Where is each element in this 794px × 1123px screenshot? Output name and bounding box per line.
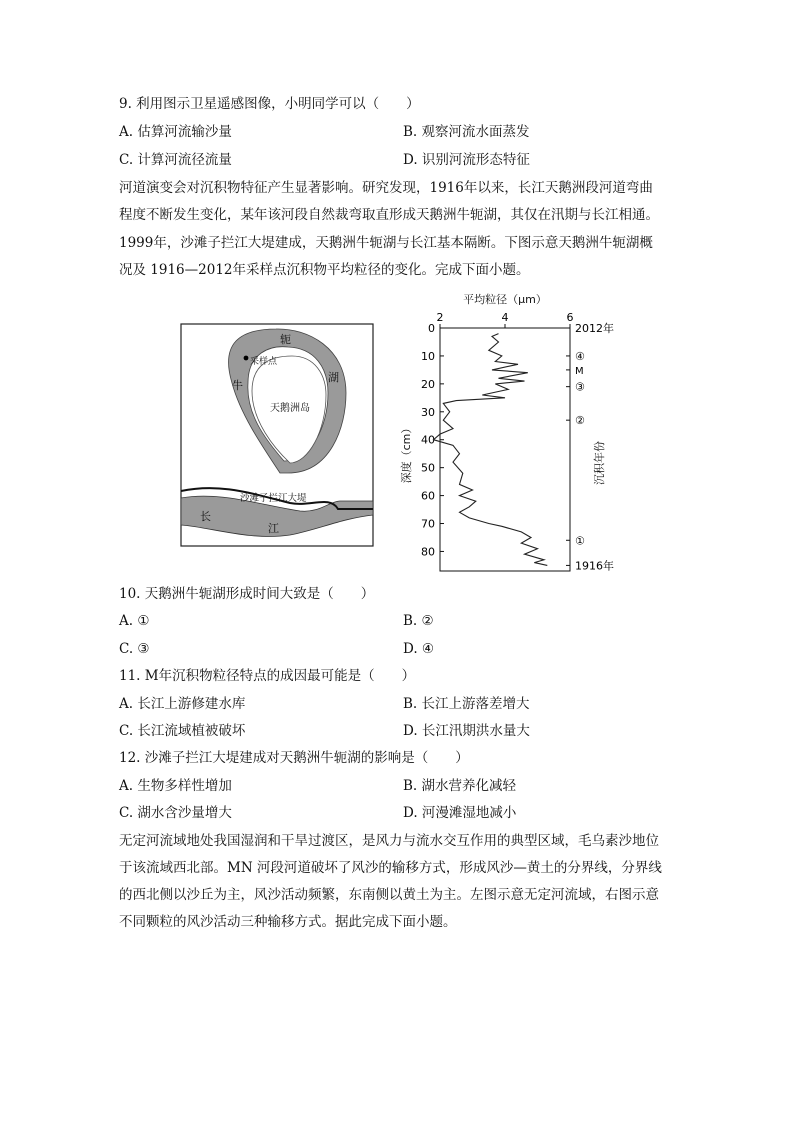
- year-marker-label: ④: [575, 349, 585, 363]
- q12-option-b[interactable]: B. 湖水营养化减轻: [403, 778, 517, 794]
- q12-option-a[interactable]: A. 生物多样性增加: [119, 778, 232, 794]
- q12-option-d[interactable]: D. 河漫滩湿地减小: [403, 805, 517, 821]
- year-marker-label: ①: [575, 534, 585, 548]
- chart-title: 平均粒径（μm）: [463, 293, 547, 306]
- q10-stem: 10. 天鹅洲牛轭湖形成时间大致是（ ）: [119, 586, 375, 602]
- chart-right-label: 沉积年份: [593, 441, 606, 485]
- map-label-niu: 牛: [232, 379, 243, 392]
- q12-stem: 12. 沙滩子拦江大堤建成对天鹅洲牛轭湖的影响是（ ）: [119, 750, 469, 766]
- sample-point-marker: [244, 356, 249, 361]
- y-tick-label: 80: [421, 545, 435, 559]
- y-tick-label: 20: [421, 377, 435, 391]
- passage1-line-2: 程度不断发生变化，某年该河段自然裁弯取直形成天鹅洲牛轭湖，其仅在汛期与长江相通。: [119, 207, 659, 223]
- year-marker-label: ③: [575, 380, 585, 394]
- q9-option-c[interactable]: C. 计算河流径流量: [119, 152, 232, 168]
- x-tick-label: 2: [436, 311, 444, 324]
- y-tick-label: 50: [421, 461, 435, 475]
- y-tick-label: 40: [421, 433, 435, 447]
- y-tick-label: 0: [428, 322, 435, 335]
- q9-stem: 9. 利用图示卫星遥感图像，小明同学可以（ ）: [119, 96, 420, 112]
- y-tick-label: 70: [421, 517, 435, 531]
- passage2-line-2: 于该流域西北部。MN 河段河道破坏了风沙的输移方式，形成风沙—黄土的分界线，分界线: [119, 860, 662, 876]
- q11-option-b[interactable]: B. 长江上游落差增大: [403, 696, 530, 712]
- passage1-line-4: 况及 1916—2012年采样点沉积物平均粒径的变化。完成下面小题。: [119, 262, 530, 278]
- q10-option-a[interactable]: A. ①: [119, 613, 150, 629]
- y-tick-label: 30: [421, 405, 435, 419]
- grain-size-series-line: [434, 334, 548, 566]
- grain-size-chart: [395, 288, 635, 578]
- year-marker-label: ②: [575, 414, 585, 428]
- map-label-chang: 长: [200, 510, 211, 523]
- y-tick-label: 10: [421, 349, 435, 363]
- chart-ylabel: 深度（cm）: [400, 422, 413, 484]
- year-marker-label: 2012年: [575, 322, 614, 335]
- map-label-e: 轭: [280, 333, 291, 346]
- passage1-line-3: 1999年，沙滩子拦江大堤建成，天鹅洲牛轭湖与长江基本隔断。下图示意天鹅洲牛轭湖概: [119, 235, 653, 251]
- q10-option-b[interactable]: B. ②: [403, 613, 434, 629]
- y-tick-label: 60: [421, 489, 435, 503]
- q11-option-a[interactable]: A. 长江上游修建水库: [119, 696, 246, 712]
- q9-option-d[interactable]: D. 识别河流形态特征: [403, 152, 530, 168]
- chart-plot-frame: [440, 328, 570, 571]
- map-label-island: 天鹅洲岛: [270, 403, 310, 414]
- q9-option-a[interactable]: A. 估算河流输沙量: [119, 124, 232, 140]
- passage2-line-1: 无定河流域地处我国湿润和干旱过渡区，是风力与流水交互作用的典型区域，毛乌素沙地位: [119, 833, 659, 849]
- q12-option-c[interactable]: C. 湖水含沙量增大: [119, 805, 232, 821]
- passage2-line-4: 不同颗粒的风沙活动三种输移方式。据此完成下面小题。: [119, 914, 457, 930]
- x-tick-label: 4: [501, 311, 509, 324]
- q10-option-c[interactable]: C. ③: [119, 641, 150, 657]
- q11-option-d[interactable]: D. 长江汛期洪水量大: [403, 723, 530, 739]
- map-label-jiang: 江: [268, 522, 279, 535]
- map-label-sample: 采样点: [250, 357, 278, 367]
- x-tick-label: 6: [566, 311, 574, 324]
- year-marker-label: M: [575, 365, 584, 377]
- year-marker-label: 1916年: [575, 559, 614, 573]
- passage1-line-1: 河道演变会对沉积物特征产生显著影响。研究发现，1916年以来，长江天鹅洲段河道弯曲: [119, 180, 653, 196]
- q11-option-c[interactable]: C. 长江流域植被破坏: [119, 723, 246, 739]
- passage2-line-3: 的西北侧以沙丘为主，风沙活动频繁，东南侧以黄土为主。左图示意无定河流域，右图示意: [119, 887, 659, 903]
- q11-stem: 11. M年沉积物粒径特点的成因最可能是（ ）: [119, 668, 416, 684]
- q10-option-d[interactable]: D. ④: [403, 641, 435, 657]
- map-label-dam: 沙滩子拦江大堤: [240, 493, 307, 504]
- map-label-hu: 湖: [328, 371, 339, 384]
- oxbow-lake-map: [180, 323, 375, 548]
- q9-option-b[interactable]: B. 观察河流水面蒸发: [403, 124, 530, 140]
